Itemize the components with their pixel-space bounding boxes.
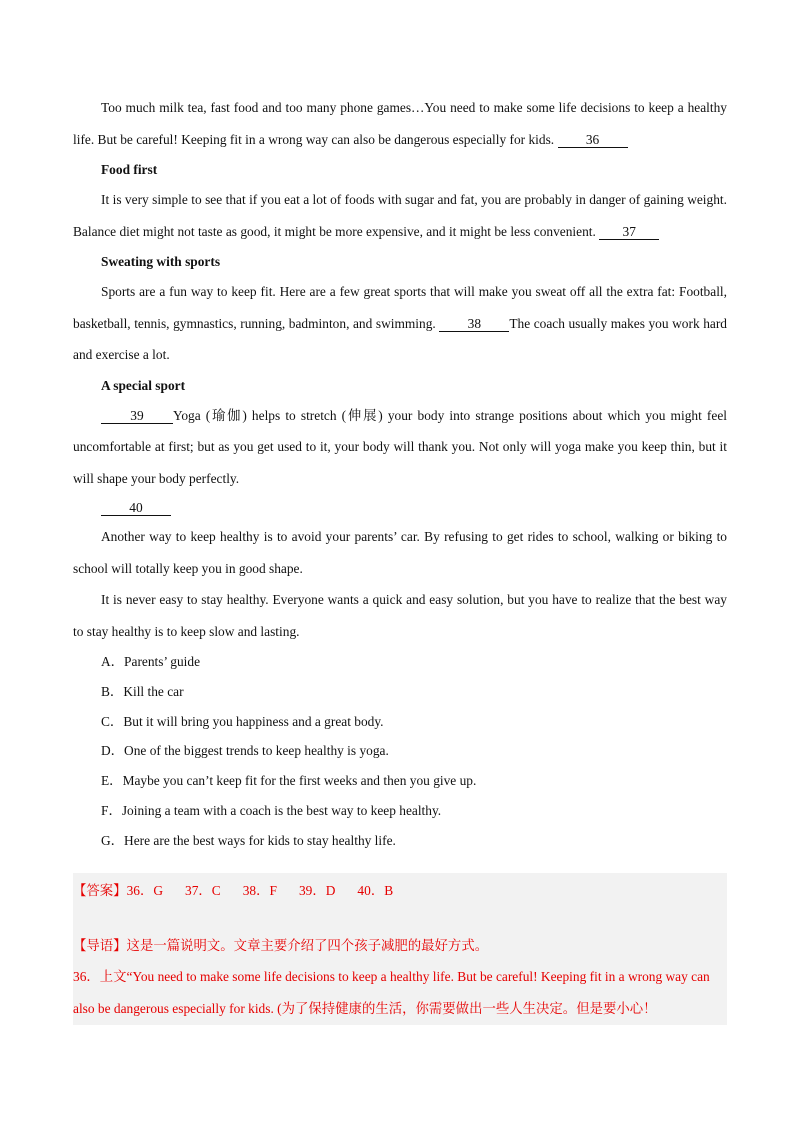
sports-paragraph (73, 276, 727, 371)
option-c: C．But it will bring you happiness and a great body. (101, 713, 384, 729)
answer-36: 36．G (126, 883, 164, 898)
blank-37: 37 (599, 225, 659, 240)
answer-37: 37．C (185, 883, 221, 898)
sports-text-2: The coach usually makes you work hard and exercise a lot. (73, 315, 727, 362)
food-text: It is very simple to see that if you eat a lot of foods with sugar and fat, you are probably in danger of gaining weight. Balance diet might not taste as good, it might be more expensive, and it might be less convenient. (73, 192, 727, 239)
heading-food-first: Food first (101, 162, 158, 177)
blank-38: 38 (439, 317, 509, 332)
option-d: D．One of the biggest trends to keep healthy is yoga. (101, 743, 389, 759)
option-e: E．Maybe you can’t keep fit for the first weeks and then you give up. (101, 773, 477, 789)
answer-40: 40．B (357, 883, 394, 898)
blank-36: 36 (558, 133, 628, 148)
heading-sweating: Sweating with sports (101, 254, 221, 269)
blank-40: 40 (101, 501, 171, 516)
option-b: B．Kill the car (101, 683, 184, 699)
blank-40-line (73, 494, 727, 521)
explanation-text: 36．上文“You need to make some life decisions to keep a healthy life. But be careful! Keeping fit in a wrong way can also be dangerous especially for kids. (为了保持健康的生活，你需要做出一些人生决定。但是要小心！ (73, 969, 710, 1016)
answer-line (73, 879, 415, 903)
blank-39: 39 (101, 409, 173, 424)
guide-text: 【导语】这是一篇说明文。文章主要介绍了四个孩子减肥的最好方式。 (73, 938, 489, 953)
passage (73, 92, 727, 856)
intro-paragraph (73, 92, 727, 155)
conclusion-paragraph: It is never easy to stay healthy. Everyone wants a quick and easy solution, but you have to realize that the best way to stay healthy is to keep slow and lasting. (73, 592, 727, 639)
yoga-text: Yoga (瑜伽) helps to stretch (伸展) your body into strange positions about which you might feel uncomfortable at first; but as you get used to it, your body will thank you. Not only will yoga make you keep thin, but it will shape your body perfectly. (73, 407, 727, 486)
answer-label: 【答案】 (73, 883, 127, 898)
answer-39: 39．D (298, 883, 336, 898)
option-f: F．Joining a team with a coach is the best way to keep healthy. (101, 802, 442, 818)
food-paragraph (73, 184, 727, 247)
sports-text: Sports are a fun way to keep fit. Here are a few great sports that will make you sweat off all the extra fat: Football, basketball, tennis, gymnastics, running, badminton, and swimming. (73, 284, 727, 331)
heading-special-sport: A special sport (101, 377, 186, 393)
intro-text: Too much milk tea, fast food and too many phone games…You need to make some life decisions to keep a healthy life. But be careful! Keeping fit in a wrong way can also be dangerous especially for kids. (73, 100, 727, 147)
car-paragraph: Another way to keep healthy is to avoid your parents’ car. By refusing to get rides to school, walking or biking to school will totally keep you in good shape. (73, 529, 727, 576)
answer-box (73, 873, 727, 1025)
yoga-paragraph (73, 400, 727, 495)
option-g: G．Here are the best ways for kids to stay healthy life. (101, 832, 396, 848)
answer-38: 38．F (242, 883, 277, 898)
option-a: A．Parents’ guide (101, 654, 201, 669)
